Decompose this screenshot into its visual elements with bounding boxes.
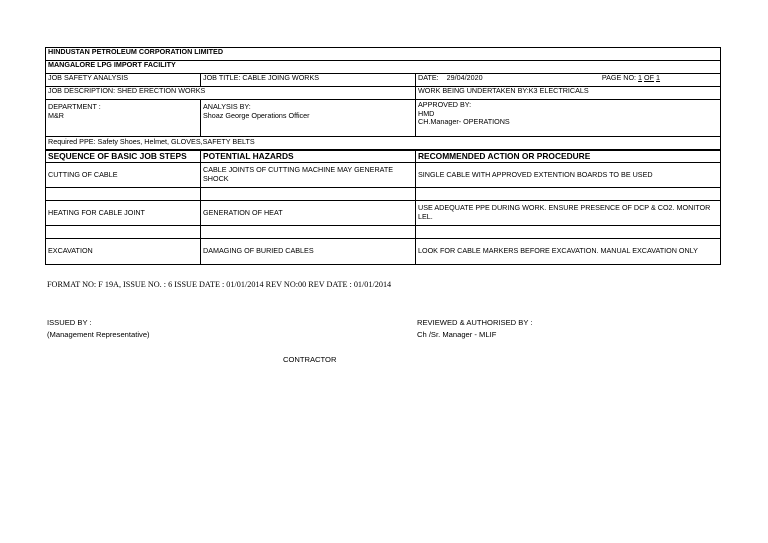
column-header-hazards: POTENTIAL HAZARDS	[201, 150, 416, 163]
reviewed-value: Ch /Sr. Manager - MLIF	[417, 330, 497, 339]
step-cell: EXCAVATION	[46, 239, 201, 265]
date-label: DATE:	[418, 73, 439, 82]
jsa-table	[45, 47, 721, 265]
page-number	[602, 74, 718, 83]
company-name: HINDUSTAN PETROLEUM CORPORATION LIMITED	[46, 48, 721, 61]
hazard-cell: GENERATION OF HEAT	[201, 201, 416, 226]
department-value: M&R	[48, 110, 64, 120]
spacer-row	[46, 226, 721, 239]
action-cell: LOOK FOR CABLE MARKERS BEFORE EXCAVATION. MANUAL EXCAVATION ONLY	[416, 239, 721, 265]
department-label: DEPARTMENT :	[48, 102, 101, 111]
work-undertaken-by: WORK BEING UNDERTAKEN BY:K3 ELECTRICALS	[416, 87, 721, 100]
page-of: OF	[644, 73, 655, 82]
analysis-label: ANALYSIS BY:	[203, 102, 251, 111]
date-page-cell	[416, 74, 721, 87]
step-cell: HEATING FOR CABLE JOINT	[46, 201, 201, 226]
analysis-value: Shoaz George Operations Officer	[203, 110, 310, 120]
approved-label: APPROVED BY:	[418, 100, 472, 109]
issued-value: (Management Representative)	[47, 330, 150, 339]
hazard-cell: DAMAGING OF BURIED CABLES	[201, 239, 416, 265]
spacer-row	[46, 188, 721, 201]
approved-line-2: CH.Manager- OPERATIONS	[418, 117, 510, 127]
hazard-cell: CABLE JOINTS OF CUTTING MACHINE MAY GENERATE SHOCK	[201, 163, 416, 188]
page-current: 1	[638, 73, 643, 82]
analysis-cell	[201, 100, 416, 137]
issued-label: ISSUED BY :	[47, 318, 92, 327]
step-cell: CUTTING OF CABLE	[46, 163, 201, 188]
required-ppe: Required PPE: Safety Shoes, Helmet, GLOVES,SAFETY BELTS	[46, 137, 721, 150]
reviewed-label: REVIEWED & AUTHORISED BY :	[417, 318, 533, 327]
format-line: FORMAT NO: F 19A, ISSUE NO. : 6 ISSUE DATE : 01/01/2014 REV NO:00 REV DATE : 01/01/2014	[47, 280, 392, 289]
document-type: JOB SAFETY ANALYSIS	[46, 74, 201, 87]
approved-line-1: HMD	[418, 108, 435, 118]
facility-name: MANGALORE LPG IMPORT FACILITY	[46, 61, 721, 74]
table-row	[46, 163, 721, 188]
job-title: JOB TITLE: CABLE JOING WORKS	[201, 74, 416, 87]
page-total: 1	[656, 73, 661, 82]
table-row	[46, 201, 721, 226]
contractor-label: CONTRACTOR	[283, 355, 337, 364]
action-cell: SINGLE CABLE WITH APPROVED EXTENTION BOARDS TO BE USED	[416, 163, 721, 188]
column-header-steps: SEQUENCE OF BASIC JOB STEPS	[46, 150, 201, 163]
approved-cell	[416, 100, 721, 137]
table-row	[46, 239, 721, 265]
job-description: JOB DESCRIPTION: SHED ERECTION WORKS	[46, 87, 416, 100]
date-value: 29/04/2020	[446, 73, 483, 82]
jsa-form	[45, 47, 720, 265]
column-header-actions: RECOMMENDED ACTION OR PROCEDURE	[416, 150, 721, 163]
page-label: PAGE NO:	[601, 73, 637, 82]
action-cell: USE ADEQUATE PPE DURING WORK. ENSURE PRESENCE OF DCP & CO2. MONITOR LEL.	[416, 201, 721, 226]
department-cell	[46, 100, 201, 137]
